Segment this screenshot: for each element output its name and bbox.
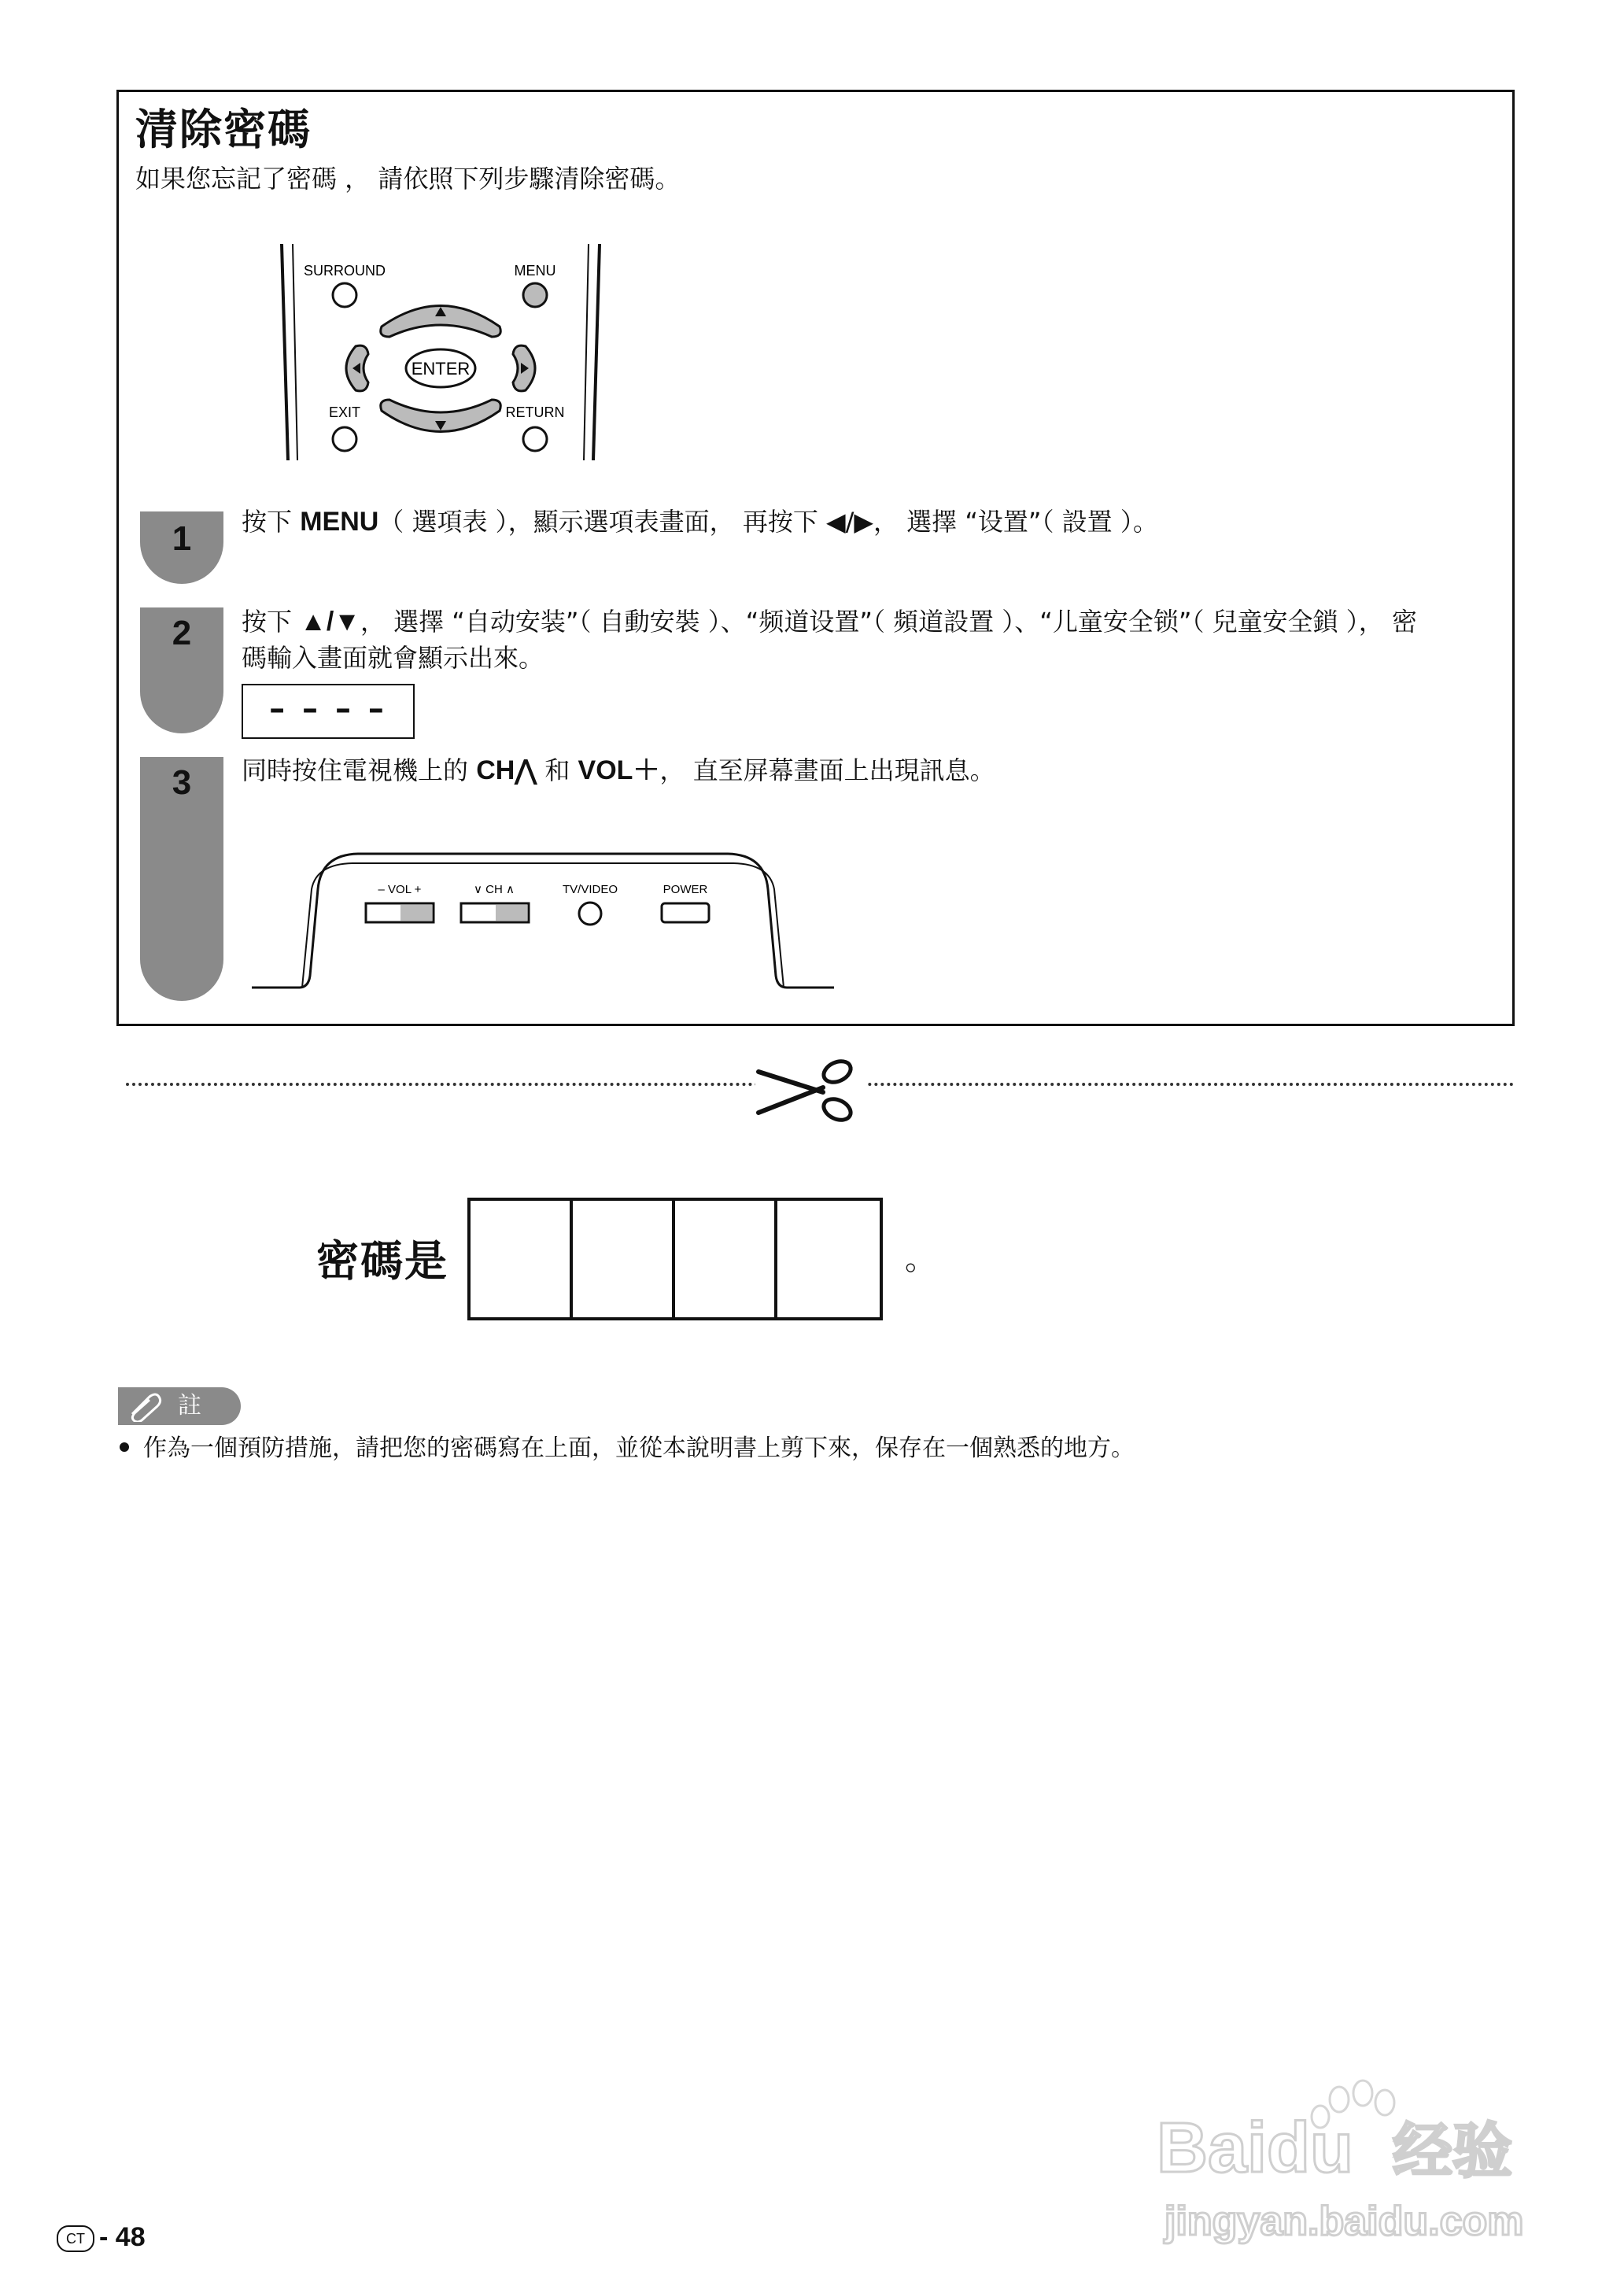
paperclip-icon	[126, 1390, 165, 1422]
power-label: POWER	[663, 883, 708, 896]
step-3-mid: 和	[537, 755, 578, 785]
note-badge-label: 註	[178, 1392, 201, 1420]
menu-key: MENU	[300, 507, 379, 537]
exit-label: EXIT	[328, 404, 361, 420]
password-box-1	[471, 1201, 573, 1317]
return-label: RETURN	[505, 404, 565, 420]
step-2-pre: 按下	[242, 607, 301, 637]
watermark-brand: Baidu	[1157, 2109, 1354, 2188]
password-end-mark: 。	[905, 1241, 936, 1277]
step-1-post: （ 選項表 ），顯示選項表畫面， 再按下 ◀/▶， 選擇 “设置”（ 設置 ）。	[378, 507, 1158, 537]
menu-label: MENU	[514, 263, 556, 279]
return-button[interactable]	[523, 427, 547, 451]
ch-up-key: CH⋀	[476, 755, 537, 785]
updown-key: ▲/▼	[300, 607, 360, 637]
step-3-pre: 同時按住電視機上的	[242, 755, 477, 785]
step-number-1: 1	[140, 511, 223, 584]
note-item	[118, 1428, 1135, 1463]
surround-label: SURROUND	[303, 263, 386, 279]
remote-illustration	[268, 236, 614, 464]
language-badge: CT	[57, 2225, 94, 2252]
surround-button[interactable]	[333, 283, 356, 307]
password-box-3	[675, 1201, 777, 1317]
note-badge	[118, 1387, 241, 1425]
password-entry-display: – – – –	[242, 684, 415, 739]
tvvideo-label: TV/VIDEO	[562, 883, 618, 896]
step-3-post: ， 直至屏幕畫面上出現訊息。	[659, 755, 995, 785]
page-number	[57, 2222, 146, 2253]
baidu-watermark	[1157, 2077, 1566, 2258]
bullet-icon	[120, 1442, 129, 1452]
password-label: 密碼是	[316, 1236, 448, 1286]
power-button[interactable]	[662, 903, 709, 922]
note-text: 作為一個預防措施，請把您的密碼寫在上面，並從本說明書上剪下來，保存在一個熟悉的地方。	[143, 1435, 1135, 1462]
intro-text: 如果您忘記了密碼 ， 請依照下列步驟清除密碼。	[135, 164, 681, 194]
exit-button[interactable]	[333, 427, 356, 451]
step-3-text	[242, 752, 995, 788]
vol-plus-key: VOL＋	[578, 755, 660, 785]
watermark-url: jingyan.baidu.com	[1164, 2199, 1524, 2244]
scissors-icon	[755, 1054, 866, 1125]
password-box-2	[573, 1201, 675, 1317]
menu-button[interactable]	[523, 283, 547, 307]
enter-label: ENTER	[411, 359, 471, 378]
step-2-text	[242, 604, 1438, 676]
step-1-text	[242, 504, 1158, 540]
tvvideo-button[interactable]	[579, 903, 601, 925]
step-1-pre: 按下	[242, 507, 301, 537]
page-number-value: 48	[115, 2222, 146, 2252]
password-boxes	[467, 1198, 883, 1320]
step-2-post: ， 選擇 “自动安装”（ 自動安裝 ）、“频道设置”（ 頻道設置 ）、“儿童安全锁”（ 兒童安全鎖 ）， 密碼輸入畫面就會顯示出來。	[242, 607, 1417, 673]
ch-label: ∨ CH ∧	[474, 883, 515, 896]
tv-panel-illustration	[252, 850, 834, 999]
page-title: 清除密碼	[135, 105, 312, 154]
step-number-2: 2	[140, 607, 223, 733]
step-number-3: 3	[140, 757, 223, 1001]
watermark-cn: 经验	[1393, 2118, 1512, 2185]
password-box-4	[777, 1201, 880, 1317]
page-sep: -	[99, 2222, 109, 2252]
vol-label: – VOL +	[378, 883, 422, 896]
